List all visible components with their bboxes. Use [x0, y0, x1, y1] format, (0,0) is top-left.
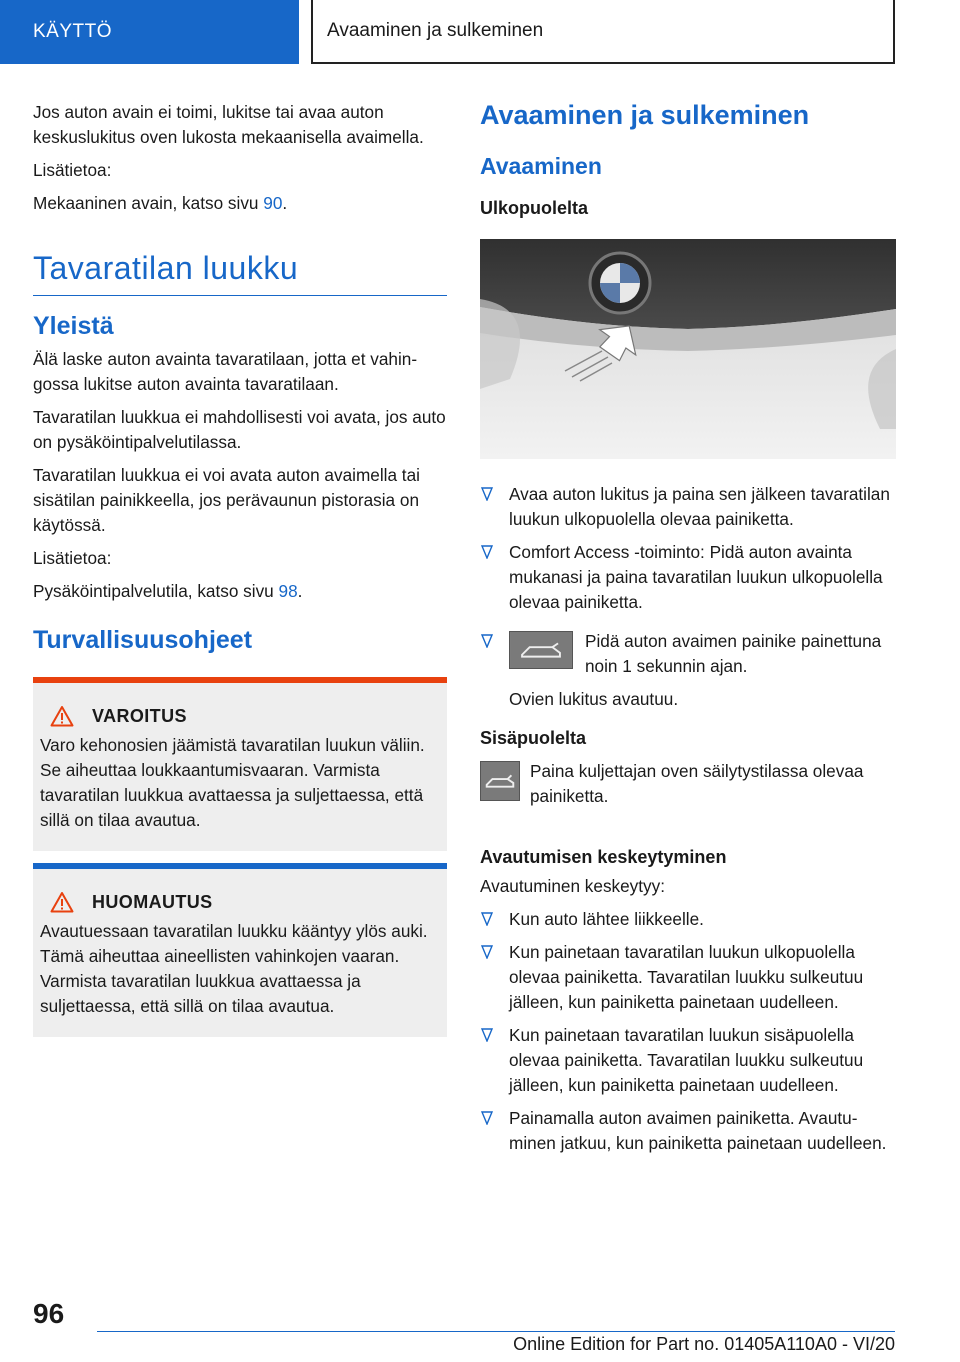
page-link-98[interactable]: 98	[278, 581, 298, 601]
key-tailgate-button-icon	[509, 631, 573, 669]
chapter-label: Avaaminen ja sulkeminen	[327, 20, 544, 41]
warning-text: Varo kehonosien jäämistä tavaratilan luukun väliin. Se aiheuttaa loukkaantumisvaaran. Varmista tavaratilan luukkua avattaessa ja suljettaessa, että sillä on tilaa avautua.	[40, 735, 425, 830]
general-paragraph-2: Tavaratilan luukkua ei mahdollisesti voi avata, jos auto on pysäköintipalvelutilassa.	[33, 407, 446, 452]
section-tab	[0, 0, 299, 64]
list-item	[480, 1023, 896, 1098]
inside-tailgate-button-icon	[480, 761, 520, 801]
step-arrow-icon	[481, 1028, 493, 1042]
intro-paragraph: Jos auton avain ei toimi, lukitse tai avaa auton keskuslukitus oven lukosta mekaanisella avaimella.	[33, 102, 424, 147]
interrupt-text: Painamalla auton avaimen painiketta. Avautuminen jatkuu, kun painiketta painetaan uudelleen.	[509, 1108, 887, 1153]
section-title: Tavaratilan luukku	[33, 250, 447, 296]
left-column	[33, 100, 447, 1049]
interrupt-text: Kun painetaan tavaratilan luukun sisäpuolella olevaa painiketta. Tavaratilan luukku sulkeutuu jälleen, kun painiketta painetaan uudelleen.	[509, 1025, 864, 1095]
interrupt-heading: Avautumisen keskeytyminen	[480, 847, 727, 867]
list-item	[480, 629, 896, 712]
interrupt-intro: Avautuminen keskeytyy:	[480, 876, 666, 896]
safety-heading: Turvallisuusohjeet	[33, 626, 253, 654]
step-text: Pidä auton avaimen painike painettuna noin 1 sekunnin ajan.	[585, 631, 882, 676]
step-arrow-icon	[481, 1111, 493, 1125]
step-arrow-icon	[481, 487, 493, 501]
tailgate-button-photo	[480, 239, 896, 459]
note-title: HUOMAUTUS	[92, 891, 213, 912]
more-info-label: Lisätietoa:	[33, 160, 112, 180]
reference-text: Pysäköintipalvelutila, katso sivu	[33, 581, 279, 601]
list-item	[480, 540, 896, 615]
warning-title: VAROITUS	[92, 705, 187, 726]
step-arrow-icon	[481, 945, 493, 959]
reference-key: Mekaaninen avain, katso sivu 90.	[33, 193, 288, 213]
general-heading: Yleistä	[33, 312, 114, 340]
outside-steps	[480, 482, 896, 712]
step-arrow-icon	[481, 634, 493, 648]
opening-heading: Avaaminen	[480, 153, 602, 179]
right-column	[480, 100, 896, 1164]
section-label: KÄYTTÖ	[33, 21, 113, 42]
list-item	[480, 907, 896, 932]
edition-footer: Online Edition for Part no. 01405A110A0 - VI/20	[97, 1331, 895, 1355]
outside-heading: Ulkopuolelta	[480, 198, 589, 218]
inside-text: Paina kuljettajan oven säilytystilassa olevaa painiketta.	[530, 761, 864, 806]
caution-triangle-icon	[50, 891, 74, 913]
note-box	[33, 863, 447, 1037]
interrupt-text: Kun painetaan tavaratilan luukun ulkopuolella olevaa painiketta. Tavaratilan luukku sulkeutuu jälleen, kun painiketta painetaan uudelleen.	[509, 942, 864, 1012]
opening-closing-title: Avaaminen ja sulkeminen	[480, 100, 810, 130]
list-item	[480, 940, 896, 1015]
reference-valet: Pysäköintipalvelutila, katso sivu 98.	[33, 581, 303, 601]
page-link-90[interactable]: 90	[263, 193, 283, 213]
interrupt-list	[480, 907, 896, 1156]
chapter-tab	[311, 0, 895, 64]
step-arrow-icon	[481, 912, 493, 926]
note-text: Avautuessaan tavaratilan luukku kääntyy ylös auki. Tämä aiheuttaa aineellisten vahinkojen vaaran. Varmista tavaratilan luukkua avattaessa ja suljettaessa, että sillä on tilaa avautua.	[40, 921, 428, 1016]
list-item	[480, 482, 896, 532]
general-paragraph-3: Tavaratilan luukkua ei voi avata auton avaimella tai sisätilan painikkeella, jos perävaunun pistorasia on käytössä.	[33, 465, 420, 535]
warning-triangle-icon	[50, 705, 74, 727]
reference-text: Mekaaninen avain, katso sivu	[33, 193, 264, 213]
inside-heading: Sisäpuolelta	[480, 728, 587, 748]
list-item	[480, 1106, 896, 1156]
step-text: Comfort Access -toiminto: Pidä auton avainta mukanasi ja paina tavaratilan luukun ulkopuolella olevaa painiketta.	[509, 542, 883, 612]
step-text: Avaa auton lukitus ja paina sen jälkeen tavaratilan luukun ulkopuolella olevaa painiketta.	[509, 484, 890, 529]
step-arrow-icon	[481, 545, 493, 559]
general-paragraph-1: Älä laske auton avainta tavaratilaan, jotta et vahingossa lukitse auton avainta tavaratilaan.	[33, 349, 418, 394]
warning-box	[33, 677, 447, 851]
page-number: 96	[33, 1298, 65, 1329]
unlock-result: Ovien lukitus avautuu.	[509, 689, 679, 709]
interrupt-text: Kun auto lähtee liikkeelle.	[509, 909, 704, 929]
more-info-label: Lisätietoa:	[33, 548, 112, 568]
